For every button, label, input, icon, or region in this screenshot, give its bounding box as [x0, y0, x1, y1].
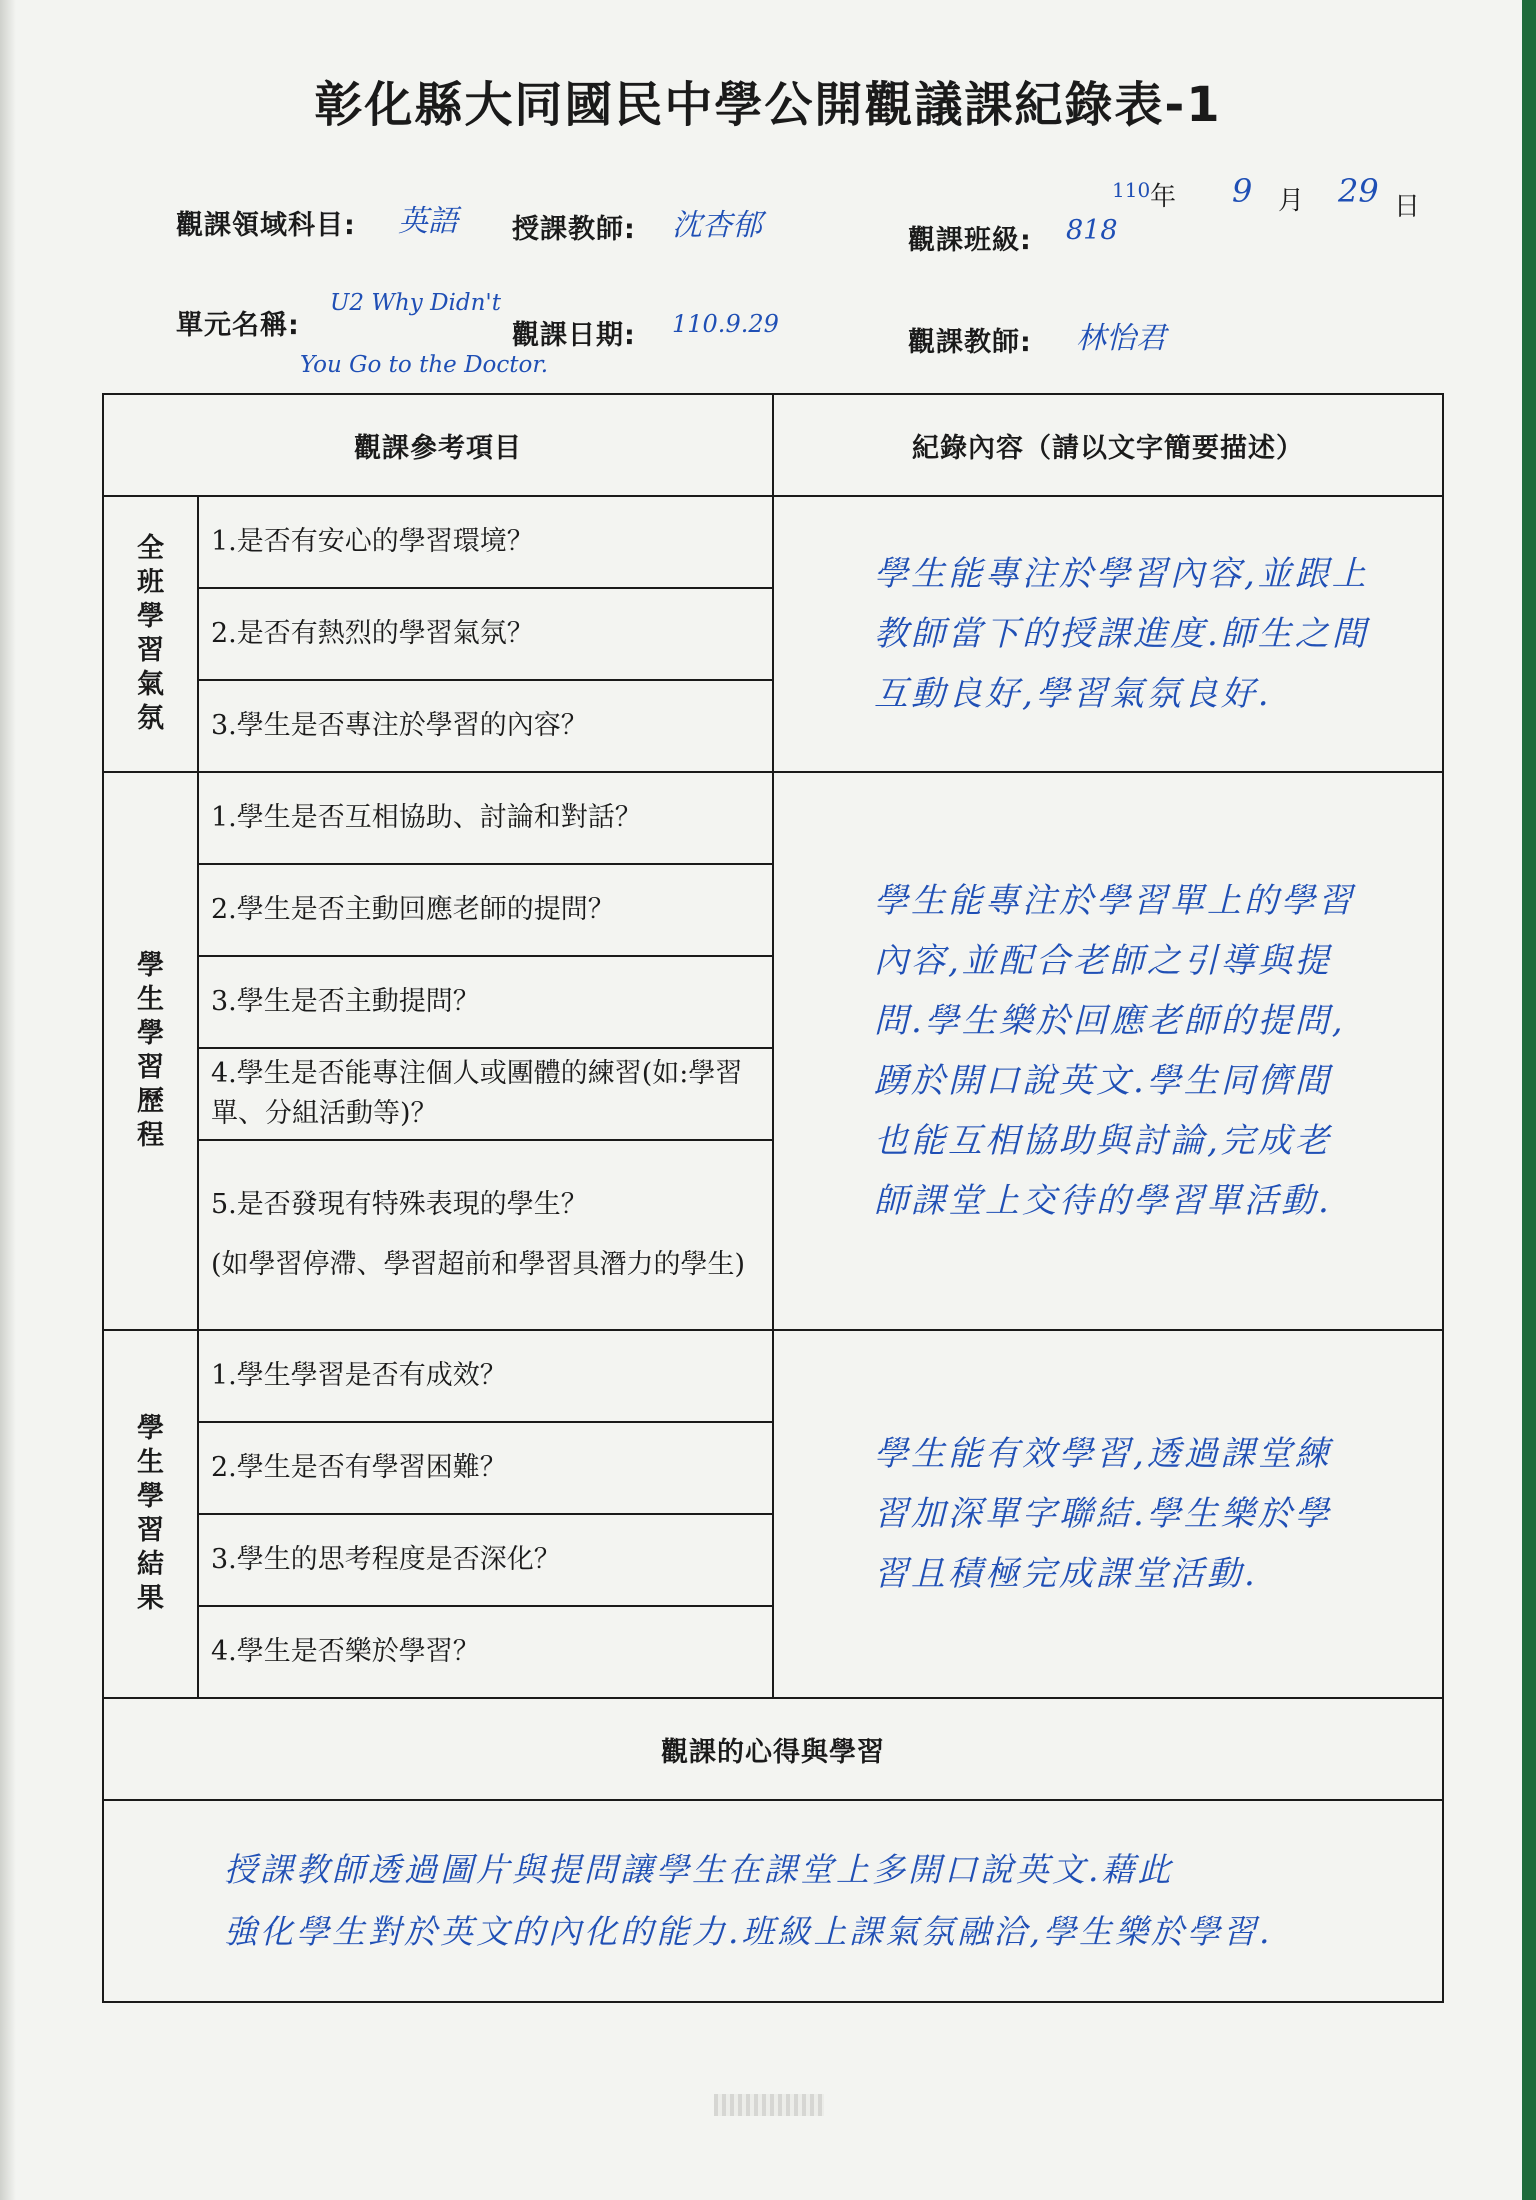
column-header-items: 觀課參考項目 — [103, 394, 773, 496]
page-edge-shadow — [0, 0, 16, 2200]
question-item: 2.學生是否有學習困難？ — [198, 1422, 773, 1514]
question-item: 4.學生是否能專注個人或團體的練習(如:學習單、分組活動等)？ — [198, 1048, 773, 1140]
date-month: 9 — [1232, 172, 1253, 210]
observer-value: 林怡君 — [1076, 321, 1166, 356]
question-item: 3.學生的思考程度是否深化？ — [198, 1514, 773, 1606]
observation-record-table — [102, 393, 1444, 2003]
record-learning-process: 學生能專注於學習單上的學習 內容,並配合老師之引導與提 問.學生樂於回應老師的提問, 踴於開口說英文.學生同儕間 也能互相協助與討論,完成老 師課堂上交待的學習單活動. — [773, 772, 1443, 1330]
question-item: 1.學生學習是否有成效？ — [198, 1330, 773, 1422]
observer-label: 觀課教師: — [908, 327, 1032, 358]
record-class-atmosphere: 學生能專注於學習內容,並跟上 教師當下的授課進度.師生之間 互動良好,學習氣氛良好. — [773, 496, 1443, 772]
question-item: 2.學生是否主動回應老師的提問？ — [198, 864, 773, 956]
subject-label: 觀課領域科目: — [176, 210, 356, 241]
teacher-label: 授課教師: — [512, 214, 636, 245]
question-item: 4.學生是否樂於學習？ — [198, 1606, 773, 1698]
unit-value-line1: U2 Why Didn't — [330, 290, 501, 316]
category-class-atmosphere: 全班學習氣氛 — [103, 496, 198, 772]
question-item: 3.學生是否專注於學習的內容？ — [198, 680, 773, 772]
date-year-unit: 年 — [1150, 182, 1177, 212]
reflection-content: 授課教師透過圖片與提問讓學生在課堂上多開口說英文.藉此 強化學生對於英文的內化的能力.班級上課氣氛融洽,學生樂於學習. — [103, 1800, 1443, 2002]
class-label: 觀課班級: — [908, 225, 1032, 256]
category-learning-outcome: 學生學習結果 — [103, 1330, 198, 1698]
obs-date-value: 110.9.29 — [672, 310, 779, 338]
question-item: 2.是否有熱烈的學習氣氛？ — [198, 588, 773, 680]
question-item: 3.學生是否主動提問？ — [198, 956, 773, 1048]
green-folder-edge — [1522, 0, 1536, 2200]
question-item: 5.是否發現有特殊表現的學生？ (如學習停滯、學習超前和學習具潛力的學生) — [198, 1140, 773, 1330]
unit-value-line2: You Go to the Doctor. — [300, 352, 549, 378]
subject-value: 英語 — [398, 204, 458, 239]
obs-date-label: 觀課日期: — [512, 320, 636, 351]
date-year: 110 — [1112, 178, 1151, 202]
date-day: 29 — [1338, 172, 1379, 210]
faint-stamp-mark — [714, 2094, 824, 2116]
question-item: 1.是否有安心的學習環境？ — [198, 496, 773, 588]
record-learning-outcome: 學生能有效學習,透過課堂練 習加深單字聯結.學生樂於學 習且積極完成課堂活動. — [773, 1330, 1443, 1698]
column-header-record: 紀錄內容（請以文字簡要描述） — [773, 394, 1443, 496]
category-learning-process: 學生學習歷程 — [103, 772, 198, 1330]
date-month-unit: 月 — [1278, 186, 1305, 216]
unit-label: 單元名稱: — [176, 310, 300, 341]
class-value: 818 — [1066, 215, 1118, 246]
document-title: 彰化縣大同國民中學公開觀議課紀錄表-1 — [314, 77, 1222, 133]
question-item: 1.學生是否互相協助、討論和對話？ — [198, 772, 773, 864]
date-day-unit: 日 — [1394, 192, 1421, 222]
reflection-title: 觀課的心得與學習 — [103, 1698, 1443, 1800]
teacher-value: 沈杏郁 — [672, 208, 762, 243]
